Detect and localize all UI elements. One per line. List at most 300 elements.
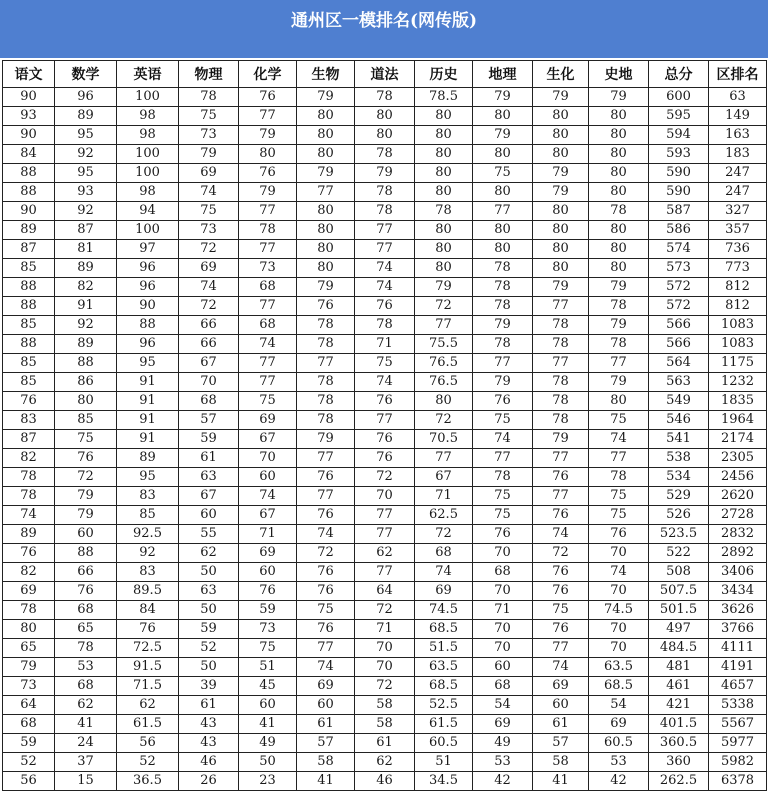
table-cell: 78: [473, 259, 533, 278]
table-cell: 92: [55, 145, 117, 164]
table-cell: 572: [649, 278, 709, 297]
table-cell: 79: [297, 88, 355, 107]
table-cell: 23: [239, 772, 297, 791]
table-row: [3, 506, 767, 525]
table-cell: 87: [3, 240, 55, 259]
table-row: [3, 487, 767, 506]
table-cell: 4111: [709, 639, 767, 658]
table-cell: 77: [355, 525, 415, 544]
table-cell: 77: [533, 487, 589, 506]
table-cell: 79: [3, 658, 55, 677]
table-row: [3, 582, 767, 601]
table-cell: 534: [649, 468, 709, 487]
column-header: 物理: [179, 61, 239, 88]
table-cell: 2832: [709, 525, 767, 544]
table-cell: 74: [533, 525, 589, 544]
table-cell: 61.5: [117, 715, 179, 734]
table-cell: 573: [649, 259, 709, 278]
table-cell: 75: [297, 601, 355, 620]
table-cell: 77: [297, 639, 355, 658]
table-cell: 60: [533, 696, 589, 715]
table-cell: 401.5: [649, 715, 709, 734]
table-cell: 77: [355, 411, 415, 430]
table-cell: 76: [473, 392, 533, 411]
table-cell: 78: [533, 392, 589, 411]
table-row: [3, 544, 767, 563]
table-cell: 2174: [709, 430, 767, 449]
table-cell: 80: [589, 164, 649, 183]
table-cell: 100: [117, 164, 179, 183]
table-cell: 80: [415, 164, 473, 183]
column-header: 语文: [3, 61, 55, 88]
table-cell: 60: [239, 696, 297, 715]
table-cell: 86: [55, 373, 117, 392]
table-cell: 68: [3, 715, 55, 734]
table-cell: 68: [55, 601, 117, 620]
table-cell: 79: [297, 164, 355, 183]
table-cell: 74: [297, 525, 355, 544]
table-cell: 95: [117, 354, 179, 373]
table-cell: 88: [55, 354, 117, 373]
table-cell: 59: [239, 601, 297, 620]
table-cell: 85: [3, 373, 55, 392]
table-cell: 90: [3, 88, 55, 107]
table-cell: 80: [297, 126, 355, 145]
table-cell: 79: [473, 373, 533, 392]
column-header: 地理: [473, 61, 533, 88]
table-row: [3, 430, 767, 449]
table-cell: 60: [239, 563, 297, 582]
table-cell: 812: [709, 278, 767, 297]
table-cell: 62: [55, 696, 117, 715]
table-cell: 52: [3, 753, 55, 772]
table-cell: 78: [589, 335, 649, 354]
table-cell: 572: [649, 297, 709, 316]
table-cell: 70: [355, 658, 415, 677]
table-cell: 78: [297, 392, 355, 411]
table-cell: 76: [533, 506, 589, 525]
table-cell: 66: [55, 563, 117, 582]
table-cell: 497: [649, 620, 709, 639]
table-cell: 60: [239, 468, 297, 487]
table-cell: 78: [589, 202, 649, 221]
table-cell: 1835: [709, 392, 767, 411]
table-cell: 563: [649, 373, 709, 392]
table-cell: 74: [589, 563, 649, 582]
table-cell: 69: [239, 411, 297, 430]
column-header: 史地: [589, 61, 649, 88]
table-cell: 812: [709, 297, 767, 316]
table-cell: 41: [297, 772, 355, 791]
table-cell: 76: [239, 88, 297, 107]
table-cell: 74: [3, 506, 55, 525]
table-cell: 83: [117, 563, 179, 582]
table-cell: 62.5: [415, 506, 473, 525]
table-cell: 73: [179, 126, 239, 145]
table-cell: 77: [355, 221, 415, 240]
table-cell: 80: [533, 145, 589, 164]
table-cell: 566: [649, 316, 709, 335]
table-row: [3, 753, 767, 772]
table-cell: 77: [297, 487, 355, 506]
table-cell: 68.5: [415, 620, 473, 639]
table-cell: 68: [55, 677, 117, 696]
table-cell: 80: [297, 202, 355, 221]
table-cell: 98: [117, 107, 179, 126]
table-cell: 80: [473, 107, 533, 126]
table-row: [3, 88, 767, 107]
table-cell: 507.5: [649, 582, 709, 601]
column-header: 化学: [239, 61, 297, 88]
table-cell: 61: [355, 734, 415, 753]
table-row: [3, 240, 767, 259]
table-cell: 77: [297, 449, 355, 468]
table-cell: 80: [589, 183, 649, 202]
table-cell: 53: [55, 658, 117, 677]
table-cell: 70: [239, 449, 297, 468]
table-cell: 100: [117, 145, 179, 164]
table-cell: 5977: [709, 734, 767, 753]
table-cell: 72: [297, 544, 355, 563]
table-cell: 70: [473, 544, 533, 563]
table-cell: 92: [117, 544, 179, 563]
table-cell: 42: [589, 772, 649, 791]
table-cell: 77: [533, 639, 589, 658]
table-cell: 67: [239, 430, 297, 449]
table-cell: 60: [55, 525, 117, 544]
table-cell: 80: [533, 126, 589, 145]
table-cell: 526: [649, 506, 709, 525]
table-cell: 80: [589, 259, 649, 278]
table-cell: 75: [473, 411, 533, 430]
table-cell: 72: [179, 240, 239, 259]
table-cell: 70: [355, 639, 415, 658]
table-row: [3, 335, 767, 354]
table-cell: 58: [355, 696, 415, 715]
table-cell: 79: [533, 88, 589, 107]
table-cell: 1175: [709, 354, 767, 373]
table-cell: 77: [355, 563, 415, 582]
table-cell: 88: [3, 183, 55, 202]
table-cell: 76: [297, 582, 355, 601]
table-cell: 63: [709, 88, 767, 107]
table-cell: 50: [179, 601, 239, 620]
table-cell: 85: [117, 506, 179, 525]
table-cell: 80: [415, 240, 473, 259]
table-cell: 69: [589, 715, 649, 734]
table-cell: 100: [117, 88, 179, 107]
table-cell: 46: [179, 753, 239, 772]
table-cell: 247: [709, 183, 767, 202]
table-cell: 87: [3, 430, 55, 449]
table-cell: 45: [239, 677, 297, 696]
table-cell: 76: [533, 563, 589, 582]
table-cell: 78: [297, 316, 355, 335]
table-cell: 78: [355, 316, 415, 335]
table-cell: 81: [55, 240, 117, 259]
table-cell: 541: [649, 430, 709, 449]
table-cell: 76: [239, 164, 297, 183]
table-cell: 163: [709, 126, 767, 145]
table-cell: 96: [117, 259, 179, 278]
table-cell: 49: [473, 734, 533, 753]
table-cell: 78: [533, 373, 589, 392]
table-cell: 69: [3, 582, 55, 601]
table-cell: 75.5: [415, 335, 473, 354]
table-cell: 24: [55, 734, 117, 753]
table-row: [3, 449, 767, 468]
table-cell: 85: [3, 316, 55, 335]
table-cell: 15: [55, 772, 117, 791]
table-cell: 74: [589, 430, 649, 449]
table-cell: 53: [589, 753, 649, 772]
table-cell: 183: [709, 145, 767, 164]
table-row: [3, 278, 767, 297]
table-cell: 76: [297, 563, 355, 582]
table-cell: 78: [533, 411, 589, 430]
table-cell: 78: [589, 468, 649, 487]
table-cell: 73: [239, 259, 297, 278]
table-cell: 70: [589, 544, 649, 563]
table-cell: 72: [355, 677, 415, 696]
table-cell: 76: [55, 582, 117, 601]
table-cell: 5338: [709, 696, 767, 715]
table-cell: 80: [415, 145, 473, 164]
table-cell: 90: [3, 126, 55, 145]
table-cell: 4191: [709, 658, 767, 677]
table-cell: 70: [473, 582, 533, 601]
table-cell: 6378: [709, 772, 767, 791]
table-cell: 77: [239, 202, 297, 221]
table-cell: 75: [533, 601, 589, 620]
table-cell: 80: [533, 221, 589, 240]
table-cell: 66: [179, 316, 239, 335]
table-row: [3, 639, 767, 658]
table-cell: 71: [355, 620, 415, 639]
table-cell: 72: [415, 411, 473, 430]
table-cell: 77: [239, 373, 297, 392]
table-row: [3, 373, 767, 392]
table-cell: 593: [649, 145, 709, 164]
table-cell: 2728: [709, 506, 767, 525]
table-cell: 80: [415, 183, 473, 202]
table-cell: 91: [117, 411, 179, 430]
table-cell: 64: [355, 582, 415, 601]
table-cell: 78: [415, 202, 473, 221]
table-cell: 71: [355, 335, 415, 354]
table-cell: 77: [533, 449, 589, 468]
table-cell: 78: [55, 639, 117, 658]
table-row: [3, 202, 767, 221]
table-cell: 2305: [709, 449, 767, 468]
table-cell: 70: [589, 620, 649, 639]
table-cell: 78: [3, 601, 55, 620]
table-cell: 78: [473, 278, 533, 297]
table-cell: 76.5: [415, 354, 473, 373]
table-cell: 88: [55, 544, 117, 563]
table-cell: 89: [55, 107, 117, 126]
table-cell: 149: [709, 107, 767, 126]
table-cell: 88: [3, 335, 55, 354]
table-cell: 62: [355, 753, 415, 772]
table-cell: 77: [589, 449, 649, 468]
table-cell: 51.5: [415, 639, 473, 658]
table-cell: 79: [239, 183, 297, 202]
page-title: 通州区一模排名(网传版): [290, 11, 478, 31]
table-cell: 57: [533, 734, 589, 753]
table-cell: 78: [239, 221, 297, 240]
table-cell: 421: [649, 696, 709, 715]
table-cell: 79: [179, 145, 239, 164]
table-cell: 74: [415, 563, 473, 582]
table-cell: 70: [179, 373, 239, 392]
table-cell: 56: [117, 734, 179, 753]
table-cell: 1232: [709, 373, 767, 392]
table-cell: 71: [473, 601, 533, 620]
table-cell: 91.5: [117, 658, 179, 677]
table-cell: 64: [3, 696, 55, 715]
table-row: [3, 468, 767, 487]
table-cell: 42: [473, 772, 533, 791]
table-cell: 92: [55, 316, 117, 335]
table-cell: 95: [55, 164, 117, 183]
table-cell: 61: [179, 449, 239, 468]
column-header: 历史: [415, 61, 473, 88]
table-cell: 52: [179, 639, 239, 658]
table-cell: 262.5: [649, 772, 709, 791]
table-cell: 82: [3, 563, 55, 582]
table-cell: 5982: [709, 753, 767, 772]
table-cell: 51: [415, 753, 473, 772]
table-cell: 80: [473, 240, 533, 259]
table-cell: 72: [415, 525, 473, 544]
table-cell: 80: [533, 107, 589, 126]
table-cell: 76: [533, 620, 589, 639]
table-cell: 69: [179, 259, 239, 278]
table-cell: 67: [179, 354, 239, 373]
table-cell: 360: [649, 753, 709, 772]
table-cell: 80: [473, 145, 533, 164]
table-cell: 79: [473, 126, 533, 145]
table-cell: 78: [297, 335, 355, 354]
table-cell: 54: [589, 696, 649, 715]
table-cell: 1964: [709, 411, 767, 430]
table-cell: 79: [297, 278, 355, 297]
table-cell: 586: [649, 221, 709, 240]
table-cell: 94: [117, 202, 179, 221]
table-cell: 76: [117, 620, 179, 639]
table-cell: 83: [3, 411, 55, 430]
table-cell: 70: [473, 620, 533, 639]
table-cell: 90: [117, 297, 179, 316]
table-cell: 62: [179, 544, 239, 563]
table-cell: 70: [589, 582, 649, 601]
table-cell: 2456: [709, 468, 767, 487]
table-cell: 80: [589, 145, 649, 164]
table-cell: 71: [415, 487, 473, 506]
table-cell: 2892: [709, 544, 767, 563]
table-cell: 76: [3, 544, 55, 563]
table-cell: 41: [533, 772, 589, 791]
table-cell: 76: [533, 468, 589, 487]
column-header: 英语: [117, 61, 179, 88]
table-cell: 77: [473, 449, 533, 468]
table-cell: 63.5: [589, 658, 649, 677]
table-cell: 75: [589, 506, 649, 525]
table-cell: 80: [297, 107, 355, 126]
table-cell: 76: [533, 582, 589, 601]
table-row: [3, 677, 767, 696]
table-cell: 538: [649, 449, 709, 468]
table-cell: 79: [533, 183, 589, 202]
table-cell: 2620: [709, 487, 767, 506]
table-row: [3, 107, 767, 126]
table-cell: 564: [649, 354, 709, 373]
table-cell: 74: [473, 430, 533, 449]
table-cell: 68: [473, 677, 533, 696]
table-cell: 50: [179, 563, 239, 582]
table-cell: 84: [3, 145, 55, 164]
table-cell: 77: [239, 240, 297, 259]
table-row: [3, 658, 767, 677]
table-cell: 80: [473, 183, 533, 202]
table-cell: 91: [117, 373, 179, 392]
table-cell: 595: [649, 107, 709, 126]
table-cell: 80: [589, 221, 649, 240]
table-cell: 77: [533, 297, 589, 316]
table-cell: 58: [297, 753, 355, 772]
table-cell: 65: [3, 639, 55, 658]
table-row: [3, 354, 767, 373]
table-cell: 74: [179, 183, 239, 202]
table-cell: 74: [355, 259, 415, 278]
table-cell: 56: [3, 772, 55, 791]
title-bar: [0, 0, 768, 58]
table-cell: 70.5: [415, 430, 473, 449]
table-cell: 68: [415, 544, 473, 563]
table-cell: 78: [179, 88, 239, 107]
table-cell: 484.5: [649, 639, 709, 658]
table-cell: 77: [297, 354, 355, 373]
table-cell: 75: [179, 107, 239, 126]
table-cell: 3766: [709, 620, 767, 639]
table-row: [3, 183, 767, 202]
column-header: 生物: [297, 61, 355, 88]
table-cell: 79: [589, 316, 649, 335]
table-row: [3, 259, 767, 278]
table-row: [3, 601, 767, 620]
table-cell: 68: [179, 392, 239, 411]
table-cell: 79: [55, 487, 117, 506]
table-cell: 80: [533, 202, 589, 221]
table-cell: 95: [117, 468, 179, 487]
table-cell: 72.5: [117, 639, 179, 658]
table-cell: 97: [117, 240, 179, 259]
table-cell: 68: [239, 278, 297, 297]
table-cell: 88: [3, 164, 55, 183]
table-cell: 523.5: [649, 525, 709, 544]
table-cell: 77: [355, 506, 415, 525]
table-cell: 89: [117, 449, 179, 468]
table-cell: 79: [589, 278, 649, 297]
table-cell: 52: [117, 753, 179, 772]
table-cell: 76: [355, 430, 415, 449]
table-cell: 53: [473, 753, 533, 772]
table-cell: 78: [297, 373, 355, 392]
table-cell: 75: [473, 487, 533, 506]
table-cell: 49: [239, 734, 297, 753]
table-cell: 546: [649, 411, 709, 430]
